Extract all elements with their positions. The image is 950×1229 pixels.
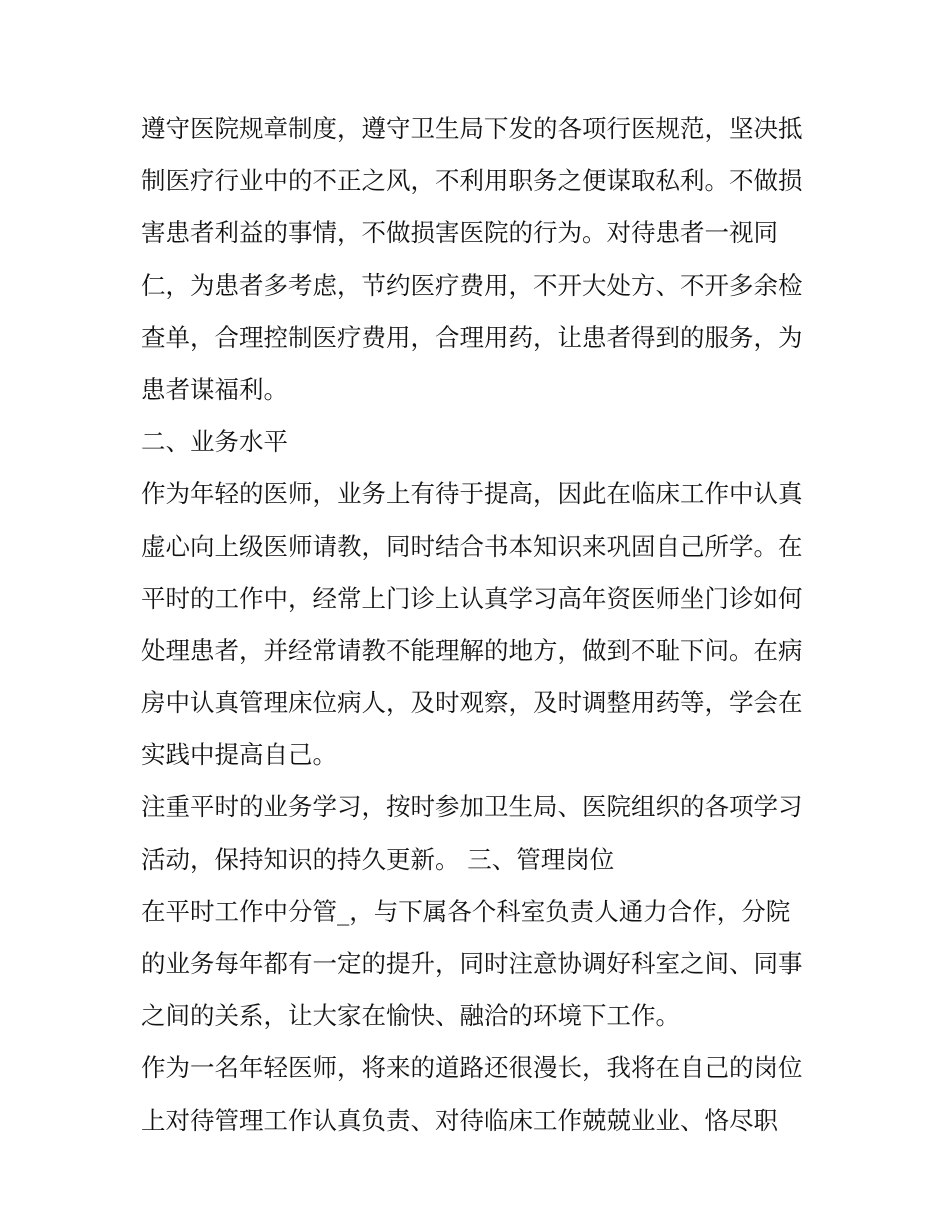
text-line: 上对待管理工作认真负责、对待临床工作兢兢业业、恪尽职 — [141, 1105, 778, 1135]
text-line: 在平时工作中分管_，与下属各个科室负责人通力合作，分院 — [141, 896, 791, 926]
text-line: 制医疗行业中的不正之风，不利用职务之便谋取私利。不做损 — [141, 166, 803, 196]
text-line: 患者谋福利。 — [141, 374, 288, 404]
section-heading: 二、业务水平 — [141, 427, 288, 457]
text-line: 作为一名年轻医师，将来的道路还很漫长，我将在自己的岗位 — [141, 1053, 803, 1083]
text-line: 活动，保持知识的持久更新。 三、管理岗位 — [141, 844, 615, 874]
text-line: 虚心向上级医师请教，同时结合书本知识来巩固自己所学。在 — [141, 531, 803, 561]
text-line: 处理患者，并经常请教不能理解的地方，做到不耻下问。在病 — [141, 635, 803, 665]
text-line: 查单，合理控制医疗费用，合理用药，让患者得到的服务，为 — [141, 322, 803, 352]
text-line: 实践中提高自己。 — [141, 740, 337, 770]
text-line: 害患者利益的事情，不做损害医院的行为。对待患者一视同 — [141, 218, 778, 248]
text-line: 平时的工作中，经常上门诊上认真学习高年资医师坐门诊如何 — [141, 583, 803, 613]
text-line: 房中认真管理床位病人，及时观察，及时调整用药等，学会在 — [141, 688, 803, 718]
text-line: 的业务每年都有一定的提升，同时注意协调好科室之间、同事 — [141, 949, 803, 978]
text-line: 之间的关系，让大家在愉快、融洽的环境下工作。 — [141, 1001, 680, 1031]
text-line: 仁，为患者多考虑，节约医疗费用，不开大处方、不开多余检 — [141, 270, 803, 300]
text-line: 遵守医院规章制度，遵守卫生局下发的各项行医规范，坚决抵 — [141, 114, 803, 143]
text-line: 注重平时的业务学习，按时参加卫生局、医院组织的各项学习 — [141, 792, 803, 822]
text-line: 作为年轻的医师，业务上有待于提高，因此在临床工作中认真 — [141, 479, 803, 509]
body-text — [141, 103, 821, 1147]
